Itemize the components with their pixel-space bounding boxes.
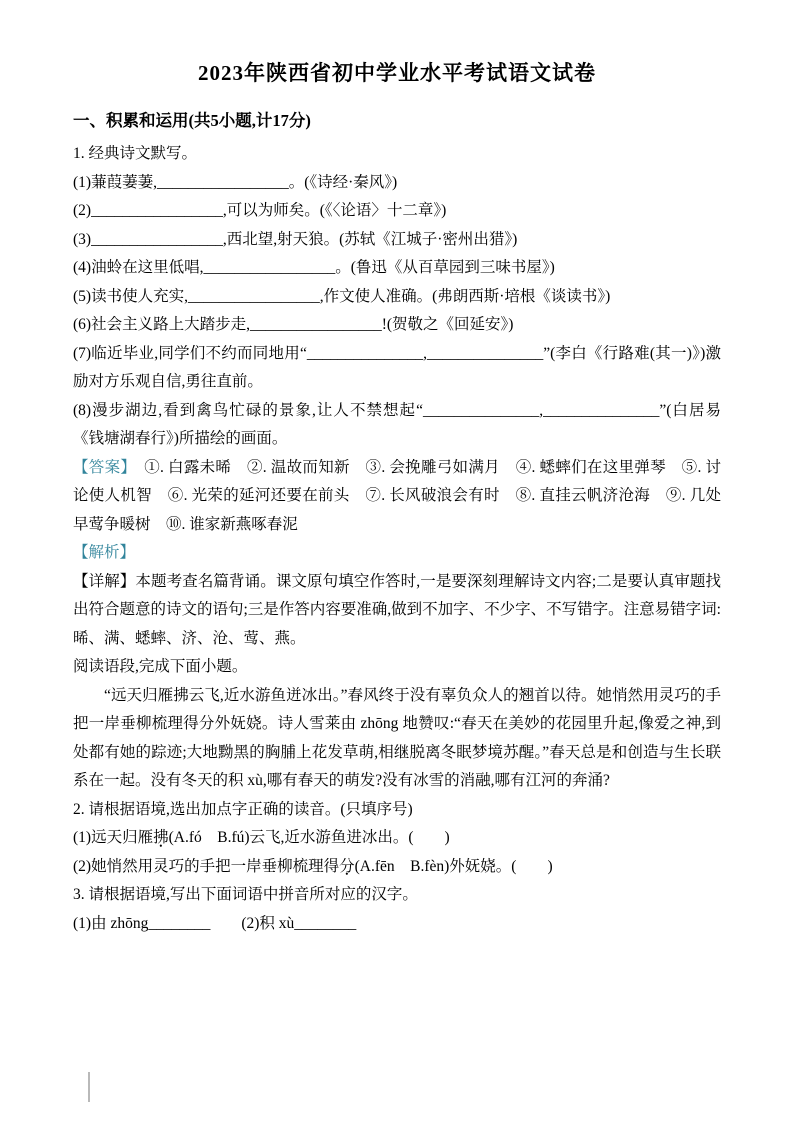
q2-item-2-dotted-char: 分 xyxy=(339,857,355,875)
q1-item-8: (8)漫步湖边,看到禽鸟忙碌的景象,让人不禁想起“_______________,_______________”(白居易《钱塘湖春行》)所描绘的画面。 xyxy=(73,401,721,447)
q1-item-5: (5)读书使人充实,_________________,作文使人准确。(弗朗西斯·培根《谈读书》) xyxy=(73,287,611,305)
detail-label: 【详解】 xyxy=(73,572,136,590)
q1-item-1: (1)蒹葭萋萋,_________________。(《诗经·秦风》) xyxy=(73,173,398,191)
analysis-paragraph xyxy=(73,539,721,568)
detail-paragraph xyxy=(73,568,721,654)
analysis-label: 【解析】 xyxy=(73,544,136,561)
q2-item-1-post: (A.fó B.fú)云飞,近水游鱼进冰出。( ) xyxy=(168,829,450,846)
detail-text: 本题考查名篇背诵。课文原句填空作答时,一是要深刻理解诗文内容;二是要认真审题找出符合题意的诗文的语句;三是作答内容要准确,做到不加字、不少字、不写错字。注意易错字词:晞、满、蟋蟀、济、沧、莺、燕。 xyxy=(73,572,721,647)
q2-item-2 xyxy=(73,853,721,882)
answer-text: ①. 白露未晞 ②. 温故而知新 ③. 会挽雕弓如满月 ④. 蟋蟀们在这里弹琴 ⑤. 讨论使人机智 ⑥. 光荣的延河还要在前头 ⑦. 长风破浪会有时 ⑧. 直挂云帆济沧海 ⑨. 几处早莺争暖树 ⑩. 谁家新燕啄春泥 xyxy=(73,458,721,533)
q1-item-3: (3)_________________,西北望,射天狼。(苏轼《江城子·密州出猎》) xyxy=(73,230,518,248)
reading-passage: “远天归雁拂云飞,近水游鱼迸冰出。”春风终于没有辜负众人的翘首以待。她悄然用灵巧的手把一岸垂柳梳理得分外妩娆。诗人雪莱由 zhōng 地赞叹:“春天在美妙的花园里升起,像爱之神,到处都有她的踪迹;大地黝黑的胸脯上花发草萌,相继脱离冬眠梦境苏醒。”春天总是和创造与生长联系在一起。没有冬天的积 xù,哪有春天的萌发?没有冰雪的消融,哪有江河的奔涌? xyxy=(73,686,721,789)
q2-stem: 2. 请根据语境,选出加点字正确的读音。(只填序号) xyxy=(73,800,413,818)
q2-item-1 xyxy=(73,824,721,853)
q2-item-2-post: (A.fēn B.fèn)外妩娆。( ) xyxy=(354,857,553,875)
answer-paragraph xyxy=(73,454,721,540)
reading-intro: 阅读语段,完成下面小题。 xyxy=(73,658,248,675)
q2-item-2-pre: (2)她悄然用灵巧的手把一岸垂柳梳理得 xyxy=(73,857,340,875)
q1-item-4: (4)油蛉在这里低唱,_________________。(鲁迅《从百草园到三味书屋》) xyxy=(73,259,555,276)
answer-label: 【答案】 xyxy=(73,458,129,476)
scan-artifact-line xyxy=(88,1072,90,1102)
section-heading: 一、积累和运用(共5小题,计17分) xyxy=(73,111,311,130)
exam-title: 2023年陕西省初中学业水平考试语文试卷 xyxy=(198,61,596,85)
q2-item-1-pre: (1)远天归雁 xyxy=(73,829,154,846)
q3-blanks-line: (1)由 zhōng________ (2)积 xù________ xyxy=(73,914,357,932)
q2-item-1-dotted-char: 拂 xyxy=(153,829,169,846)
q1-item-7: (7)临近毕业,同学们不约而同地用“_______________,_______________”(李白《行路难(其一)》)激励对方乐观自信,勇往直前。 xyxy=(73,344,721,390)
q1-item-2: (2)_________________,可以为师矣。(《〈论语〉十二章》) xyxy=(73,202,447,219)
q1-stem: 1. 经典诗文默写。 xyxy=(73,145,198,162)
q1-item-6: (6)社会主义路上大踏步走,_________________!(贺敬之《回延安》) xyxy=(73,316,514,333)
q3-stem: 3. 请根据语境,写出下面词语中拼音所对应的汉字。 xyxy=(73,886,418,903)
